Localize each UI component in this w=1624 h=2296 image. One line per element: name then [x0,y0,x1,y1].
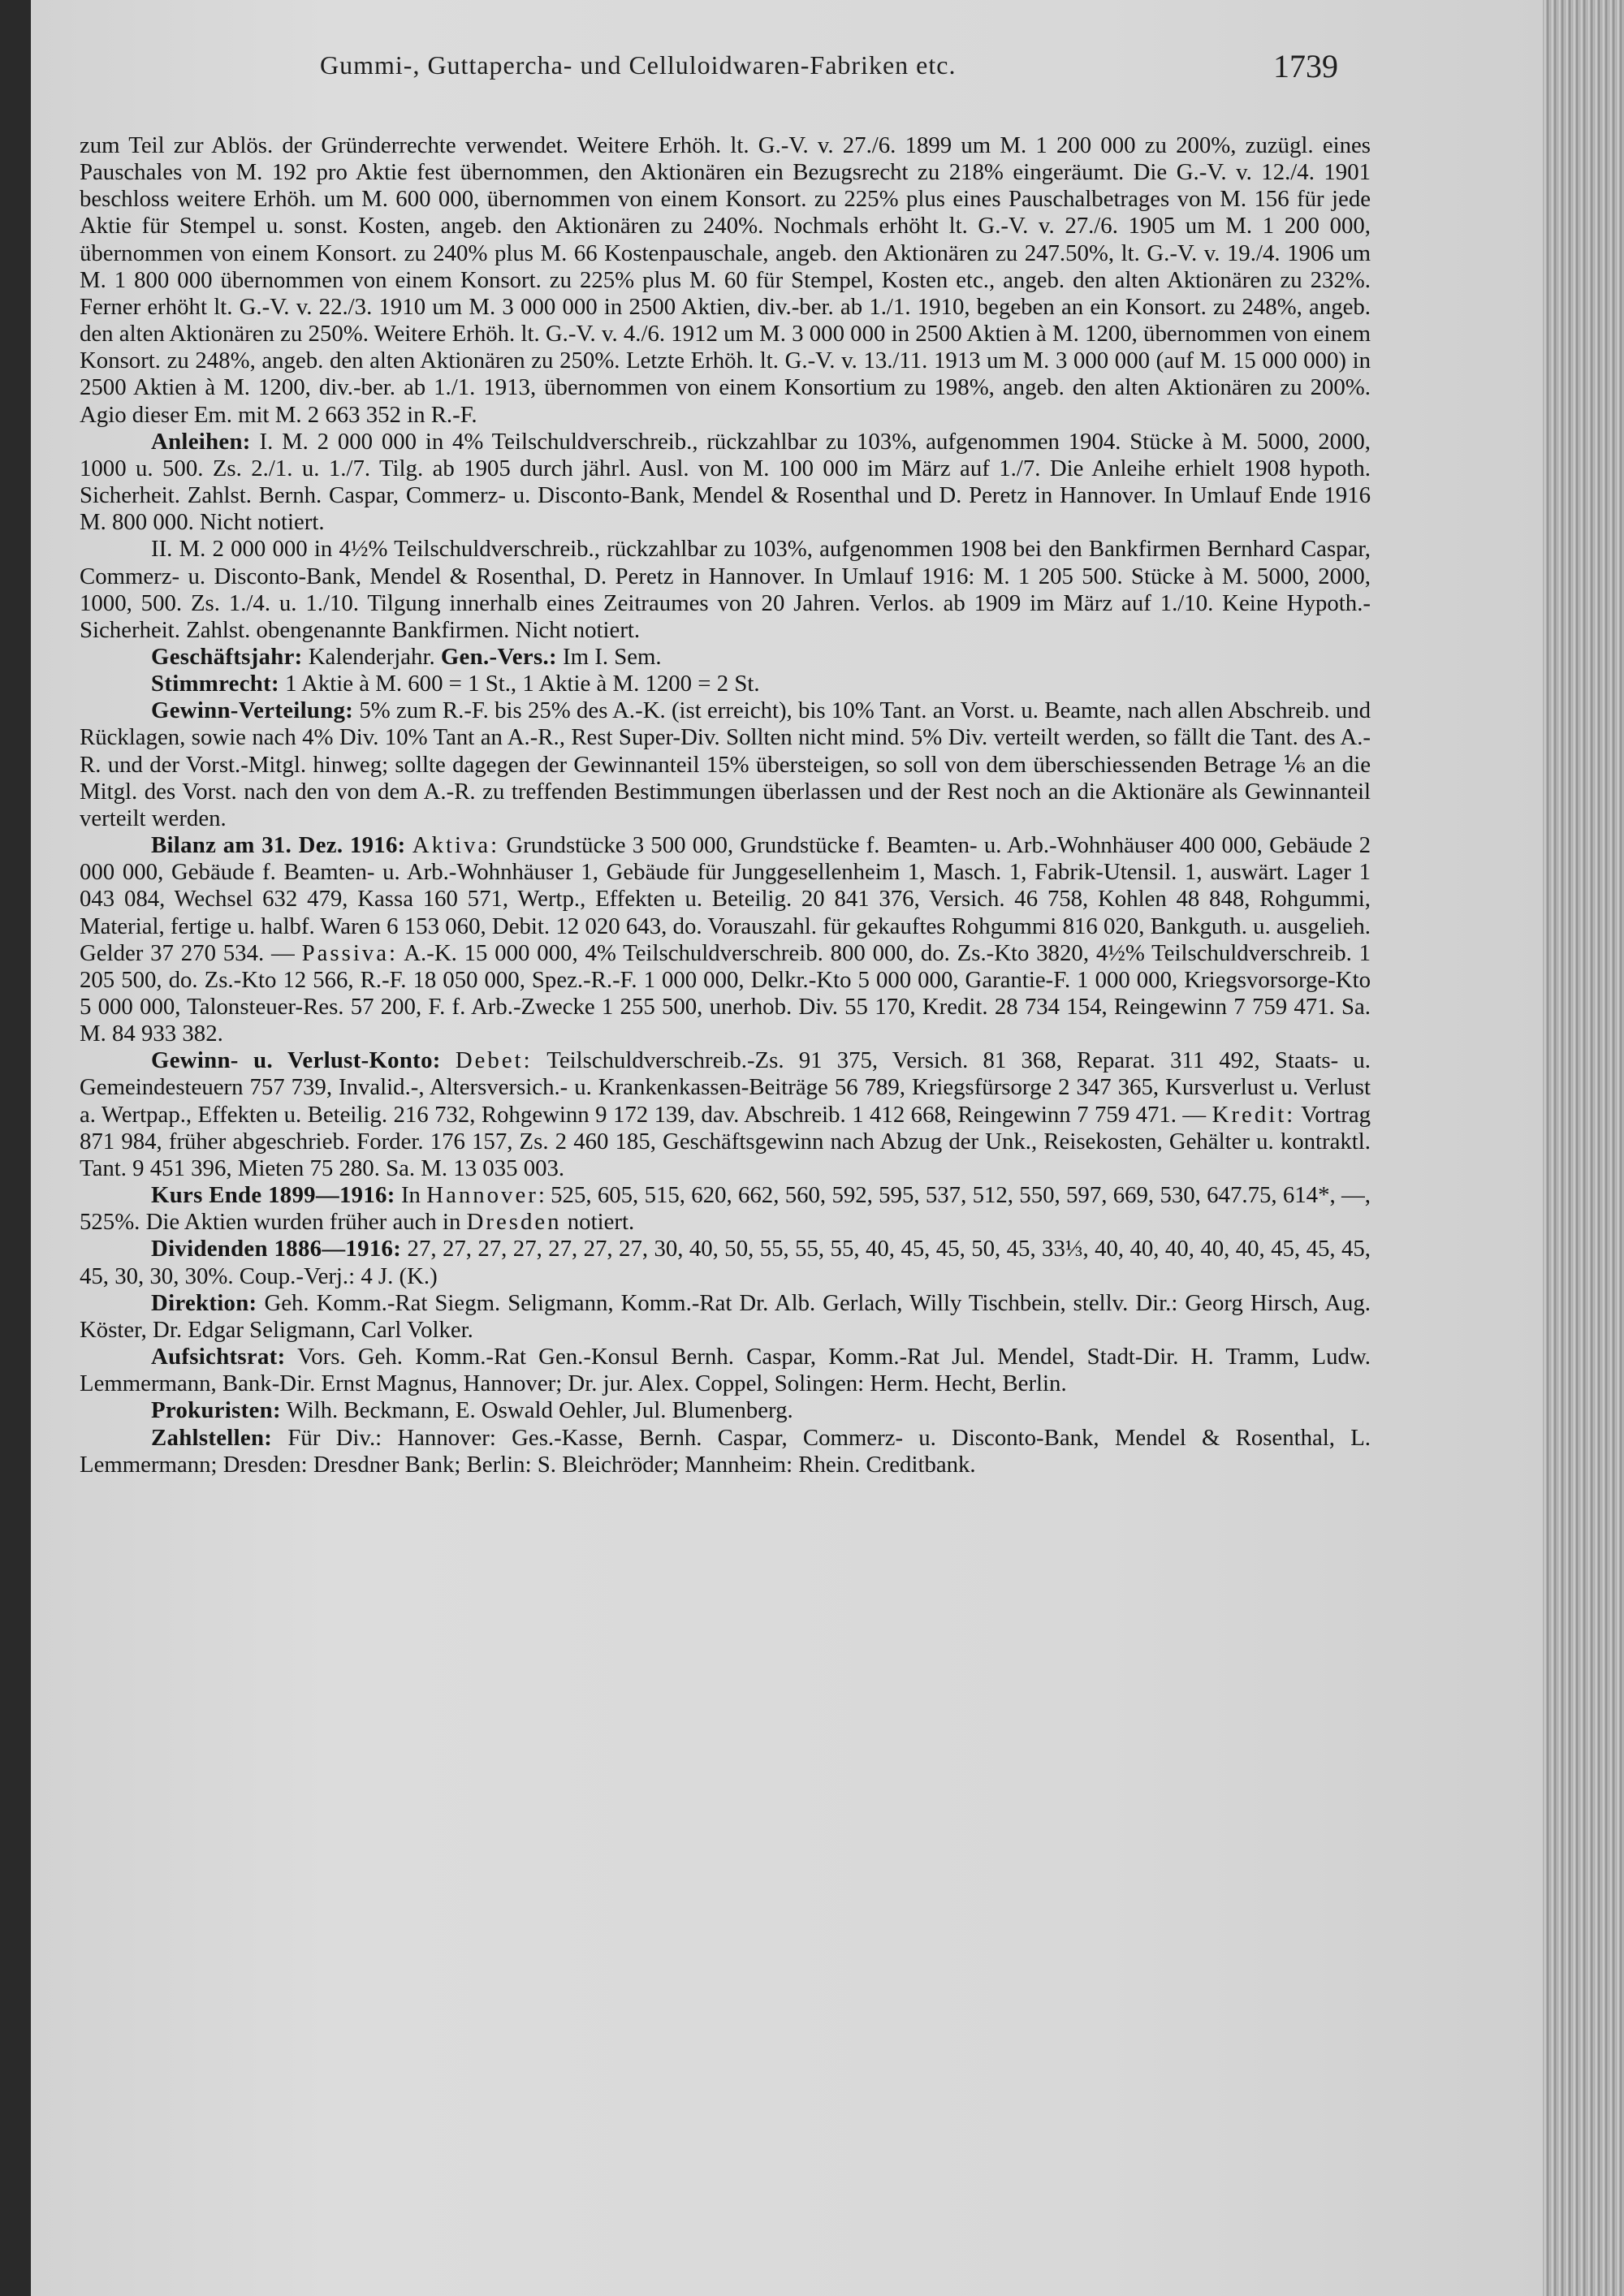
direktion-text: Geh. Komm.-Rat Siegm. Seligmann, Komm.-Rat Dr. Alb. Gerlach, Willy Tischbein, stellv. Dir.: Georg Hirsch, Aug. Köster, Dr. Edgar Seligmann, Carl Volker. [80,1289,1371,1343]
passiva-label: Passiva: [301,939,399,966]
anleihen-text: I. M. 2 000 000 in 4% Teilschuldverschreib., rückzahlbar zu 103%, aufgenommen 1904. Stücke à M. 5000, 2000, 1000 u. 500. Zs. 2./1. u. 1./7. Tilg. ab 1905 durch jährl. Ausl. von M. 100 000 im März auf 1./7. Die Anleihe erhielt 1908 hypoth. Sicherheit. Zahlst. Bernh. Caspar, Commerz- u. Disconto-Bank, Mendel & Rosenthal und D. Peretz in Hannover. In Umlauf Ende 1916 M. 800 000. Nicht notiert. [80,428,1371,536]
geschaeftsjahr-paragraph [80,644,1371,671]
kurs-text-a: In [395,1182,427,1209]
zahlstellen-text: Für Div.: Hannover: Ges.-Kasse, Bernh. Caspar, Commerz- u. Disconto-Bank, Mendel & Rosenthal, L. Lemmermann; Dresden: Dresdner Bank; Berlin: S. Bleichröder; Mannheim: Rhein. Creditbank. [80,1424,1371,1478]
kurs-city-hannover: Hannover [426,1182,538,1209]
passiva-text: A.-K. 15 000 000, 4% Teilschuldverschreib. 800 000, do. Zs.-Kto 3820, 4½% Teilschuldverschreib. 1 205 500, do. Zs.-Kto 12 566, R.-F. 18 050 000, Spez.-R.-F. 1 000 000, Delkr.-Kto 5 000 000, Garantie-F. 1 000 000, Kriegsvorsorge-Kto 5 000 000, Talonsteuer-Res. 57 200, F. f. Arb.-Zwecke 1 255 500, unerhob. Div. 55 170, Kredit. 28 734 154, Reingewinn 7 759 471. Sa. M. 84 933 382. [80,939,1371,1047]
kredit-text: Vortrag 871 984, früher abgeschrieb. Forder. 176 157, Zs. 2 460 185, Geschäftsgewinn nach Abzug der Unk., Reisekosten, Gehälter u. kontraktl. Tant. 9 451 396, Mieten 75 280. Sa. M. 13 035 003. [80,1101,1371,1181]
dividenden-paragraph [80,1236,1371,1289]
aktiva-label: Aktiva: [412,832,500,859]
running-title: Gummi-, Guttapercha- und Celluloidwaren-Fabriken etc. [320,50,957,80]
zahlstellen-paragraph [80,1425,1371,1478]
anleihen-paragraph [80,429,1371,537]
gen-vers-text: Im I. Sem. [556,643,662,670]
debet-text: Teilschuldverschreib.-Zs. 91 375, Versich. 81 368, Reparat. 311 492, Staats- u. Gemeindesteuern 757 739, Invalid.-, Altersversich.- u. Krankenkassen-Beiträge 56 789, Kriegsfürsorge 2 347 365, Kursverlust u. Verlust a. Wertpap., Effekten u. Beteilig. 216 732, Rohgewinn 9 172 139, dav. Abschreib. 1 412 668, Reingewinn 7 759 471. — [80,1047,1371,1128]
kurs-text-c: notiert. [561,1209,635,1236]
scan-left-border [0,0,31,2296]
geschaeftsjahr-label: Geschäftsjahr: [151,643,303,670]
gewinn-verteilung-paragraph [80,697,1371,832]
prokuristen-text: Wilh. Beckmann, E. Oswald Oehler, Jul. Blumenberg. [280,1397,793,1424]
bilanz-paragraph [80,832,1371,1047]
bilanz-label: Bilanz am 31. Dez. 1916: [151,832,406,859]
page-header [80,50,1379,99]
gewinn-verlust-label: Gewinn- u. Verlust-Konto: [151,1047,441,1074]
aktiva-text: Grundstücke 3 500 000, Grundstücke f. Beamten- u. Arb.-Wohnhäuser 400 000, Gebäude 2 000 000, Gebäude f. Beamten- u. Arb.-Wohnhäuser 1, Gebäude für Junggesellenheim 1, Masch. 1, Fabrik-Utensil. 1, auswärt. Lager 1 043 084, Wechsel 632 479, Kassa 160 571, Wertp., Effekten u. Beteilig. 20 841 376, Versich. 46 758, Kohlen 48 848, Rohgummi, Material, fertige u. halbf. Waren 6 153 060, Debit. 12 020 643, do. Vorauszahl. für gekauftes Rohgummi 816 020, Bankguth. u. ausgelieh. Gelder 37 270 534. — [80,832,1371,966]
geschaeftsjahr-text: Kalenderjahr. [302,643,441,670]
prokuristen-label: Prokuristen: [151,1397,281,1424]
debet-label: Debet: [455,1047,533,1074]
kurs-paragraph [80,1182,1371,1236]
stimmrecht-label: Stimmrecht: [151,671,279,697]
zahlstellen-label: Zahlstellen: [151,1424,273,1451]
aufsichtsrat-paragraph [80,1344,1371,1397]
text-body [80,132,1371,1478]
capital-history-paragraph: zum Teil zur Ablös. der Gründerrechte verwendet. Weitere Erhöh. lt. G.-V. v. 27./6. 1899 um M. 1 200 000 zu 200%, zuzügl. eines Pauschales von M. 192 pro Aktie fest übernommen, den Aktionären ein Bezugsrecht zu 218% eingeräumt. Die G.-V. v. 12./4. 1901 beschloss weitere Erhöh. um M. 600 000, übernommen von einem Konsort. zu 225% plus eines Pauschalbetrages von M. 156 für jede Aktie für Stempel u. sonst. Kosten, angeb. den Aktionären zu 240%. Nochmals erhöht lt. G.-V. v. 27./6. 1905 um M. 1 200 000, übernommen von einem Konsort. zu 240% plus M. 66 Kostenpauschale, angeb. den Aktionären zu 247.50%, lt. G.-V. v. 19./4. 1906 um M. 1 800 000 übernommen von einem Konsort. zu 225% plus M. 60 für Stempel, Kosten etc., angeb. den alten Aktionären zu 232%. Ferner erhöht lt. G.-V. v. 22./3. 1910 um M. 3 000 000 in 2500 Aktien, div.-ber. ab 1./1. 1910, begeben an ein Konsort. zu 248%, angeb. den alten Aktionären zu 250%. Weitere Erhöh. lt. G.-V. v. 4./6. 1912 um M. 3 000 000 in 2500 Aktien à M. 1200, übernommen von einem Konsort. zu 248%, angeb. den alten Aktionären zu 250%. Letzte Erhöh. lt. G.-V. v. 13./11. 1913 um M. 3 000 000 (auf M. 15 000 000) in 2500 Aktien à M. 1200, div.-ber. ab 1./1. 1913, übernommen von einem Konsortium zu 198%, angeb. den alten Aktionären zu 200%. Agio dieser Em. mit M. 2 663 352 in R.-F. [80,132,1371,428]
gen-vers-label: Gen.-Vers.: [440,643,557,670]
dividenden-label: Dividenden 1886—1916: [151,1236,402,1262]
anleihen-2-paragraph: II. M. 2 000 000 in 4½% Teilschuldverschreib., rückzahlbar zu 103%, aufgenommen 1908 bei den Bankfirmen Bernhard Caspar, Commerz- u. Disconto-Bank, Mendel & Rosenthal, D. Peretz in Hannover. In Umlauf 1916: M. 1 205 500. Stücke à M. 5000, 2000, 1000, 500. Zs. 1./4. u. 1./10. Tilgung innerhalb eines Zeitraumes von 20 Jahren. Verlos. ab 1909 im März auf 1./10. Keine Hypoth.-Sicherheit. Zahlst. obengenannte Bankfirmen. Nicht notiert. [80,536,1371,643]
book-page-edges [1543,0,1624,2296]
dividenden-text: 27, 27, 27, 27, 27, 27, 27, 30, 40, 50, 55, 55, 55, 40, 45, 45, 50, 45, 33⅓, 40, 40, 40, 40, 40, 45, 45, 45, 45, 30, 30, 30%. Coup.-Verj.: 4 J. (K.) [80,1236,1371,1289]
kurs-text-b: : 525, 605, 515, 620, 662, 560, 592, 595, 537, 512, 550, 597, 669, 530, 647.75, 614*, —, 525%. Die Aktien wurden früher auch in [80,1182,1371,1236]
kredit-label: Kredit: [1212,1101,1296,1128]
stimmrecht-paragraph [80,671,1371,697]
prokuristen-paragraph [80,1397,1371,1424]
aufsichtsrat-text: Vors. Geh. Komm.-Rat Gen.-Konsul Bernh. Caspar, Komm.-Rat Jul. Mendel, Stadt-Dir. H. Tramm, Ludw. Lemmermann, Bank-Dir. Ernst Magnus, Hannover; Dr. jur. Alex. Coppel, Solingen: Herm. Hecht, Berlin. [80,1344,1371,1397]
kurs-label: Kurs Ende 1899—1916: [151,1182,395,1209]
gewinn-verteilung-label: Gewinn-Verteilung: [151,697,354,724]
gewinn-verteilung-text: 5% zum R.-F. bis 25% des A.-K. (ist erreicht), bis 10% Tant. an Vorst. u. Beamte, nach allen Abschreib. und Rücklagen, sowie nach 4% Div. 10% Tant an A.-R., Rest Super-Div. Sollten nicht mind. 5% Div. verteilt werden, so fällt die Tant. des A.-R. und der Vorst.-Mitgl. hinweg; sollte dagegen der Gewinnanteil 15% übersteigen, so soll von dem überschiessenden Betrage ⅙ an die Mitgl. des Vorst. nach den von dem A.-R. zu treffenden Bestimmungen überlassen und der Rest noch an die Aktionäre als Gewinnanteil verteilt werden. [80,697,1371,831]
anleihen-label: Anleihen: [151,428,251,455]
kurs-city-dresden: Dresden [466,1209,562,1236]
direktion-paragraph [80,1290,1371,1344]
aufsichtsrat-label: Aufsichtsrat: [151,1344,286,1370]
stimmrecht-text: 1 Aktie à M. 600 = 1 St., 1 Aktie à M. 1200 = 2 St. [279,671,760,697]
gewinn-verlust-paragraph [80,1047,1371,1182]
page-number: 1739 [1273,48,1338,84]
direktion-label: Direktion: [151,1289,257,1316]
